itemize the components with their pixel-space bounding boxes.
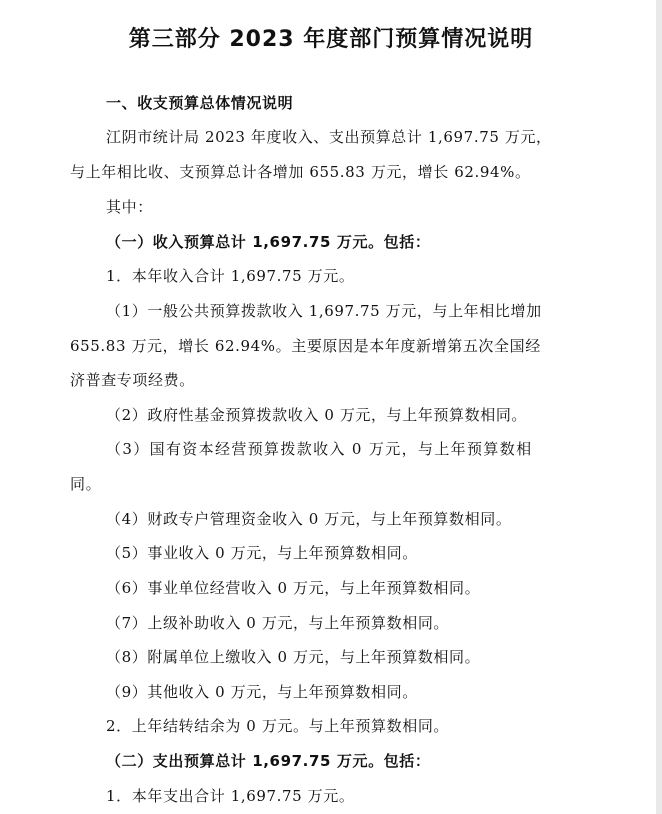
paragraph-line: 其中：	[106, 198, 153, 216]
paragraph-line: （9）其他收入 0 万元，与上年预算数相同。	[106, 683, 418, 701]
subsection-heading-income: （一）收入预算总计 1,697.75 万元。包括：	[106, 233, 431, 251]
subsection-heading-expenditure: （二）支出预算总计 1,697.75 万元。包括：	[106, 752, 431, 770]
paragraph-line: 2．上年结转结余为 0 万元。与上年预算数相同。	[106, 717, 450, 735]
paragraph-line: （4）财政专户管理资金收入 0 万元，与上年预算数相同。	[106, 510, 512, 528]
page-edge-shadow	[656, 0, 662, 814]
paragraph-line: 济普查专项经费。	[70, 371, 195, 389]
paragraph-line: （5）事业收入 0 万元，与上年预算数相同。	[106, 544, 418, 562]
paragraph-line: 同。	[70, 475, 102, 493]
paragraph-line: （8）附属单位上缴收入 0 万元，与上年预算数相同。	[106, 648, 481, 666]
paragraph-line: 1．本年收入合计 1,697.75 万元。	[106, 267, 355, 285]
section-heading-overview: 一、收支预算总体情况说明	[106, 94, 294, 112]
paragraph-line: 江阴市统计局 2023 年度收入、支出预算总计 1,697.75 万元，	[106, 128, 552, 146]
paragraph-line: （7）上级补助收入 0 万元，与上年预算数相同。	[106, 614, 450, 632]
paragraph-line: （1）一般公共预算拨款收入 1,697.75 万元，与上年相比增加	[106, 302, 542, 320]
paragraph-line: （6）事业单位经营收入 0 万元，与上年预算数相同。	[106, 579, 481, 597]
page-title: 第三部分 2023 年度部门预算情况说明	[128, 27, 534, 52]
paragraph-line: 655.83 万元，增长 62.94%。主要原因是本年度新增第五次全国经	[70, 337, 541, 355]
paragraph-line: （3）国有资本经营预算拨款收入 0 万元，与上年预算数相	[106, 440, 533, 458]
paragraph-line: （2）政府性基金预算拨款收入 0 万元，与上年预算数相同。	[106, 406, 528, 424]
paragraph-line: 1．本年支出合计 1,697.75 万元。	[106, 787, 355, 805]
paragraph-line: 与上年相比收、支预算总计各增加 655.83 万元，增长 62.94%。	[70, 163, 531, 181]
